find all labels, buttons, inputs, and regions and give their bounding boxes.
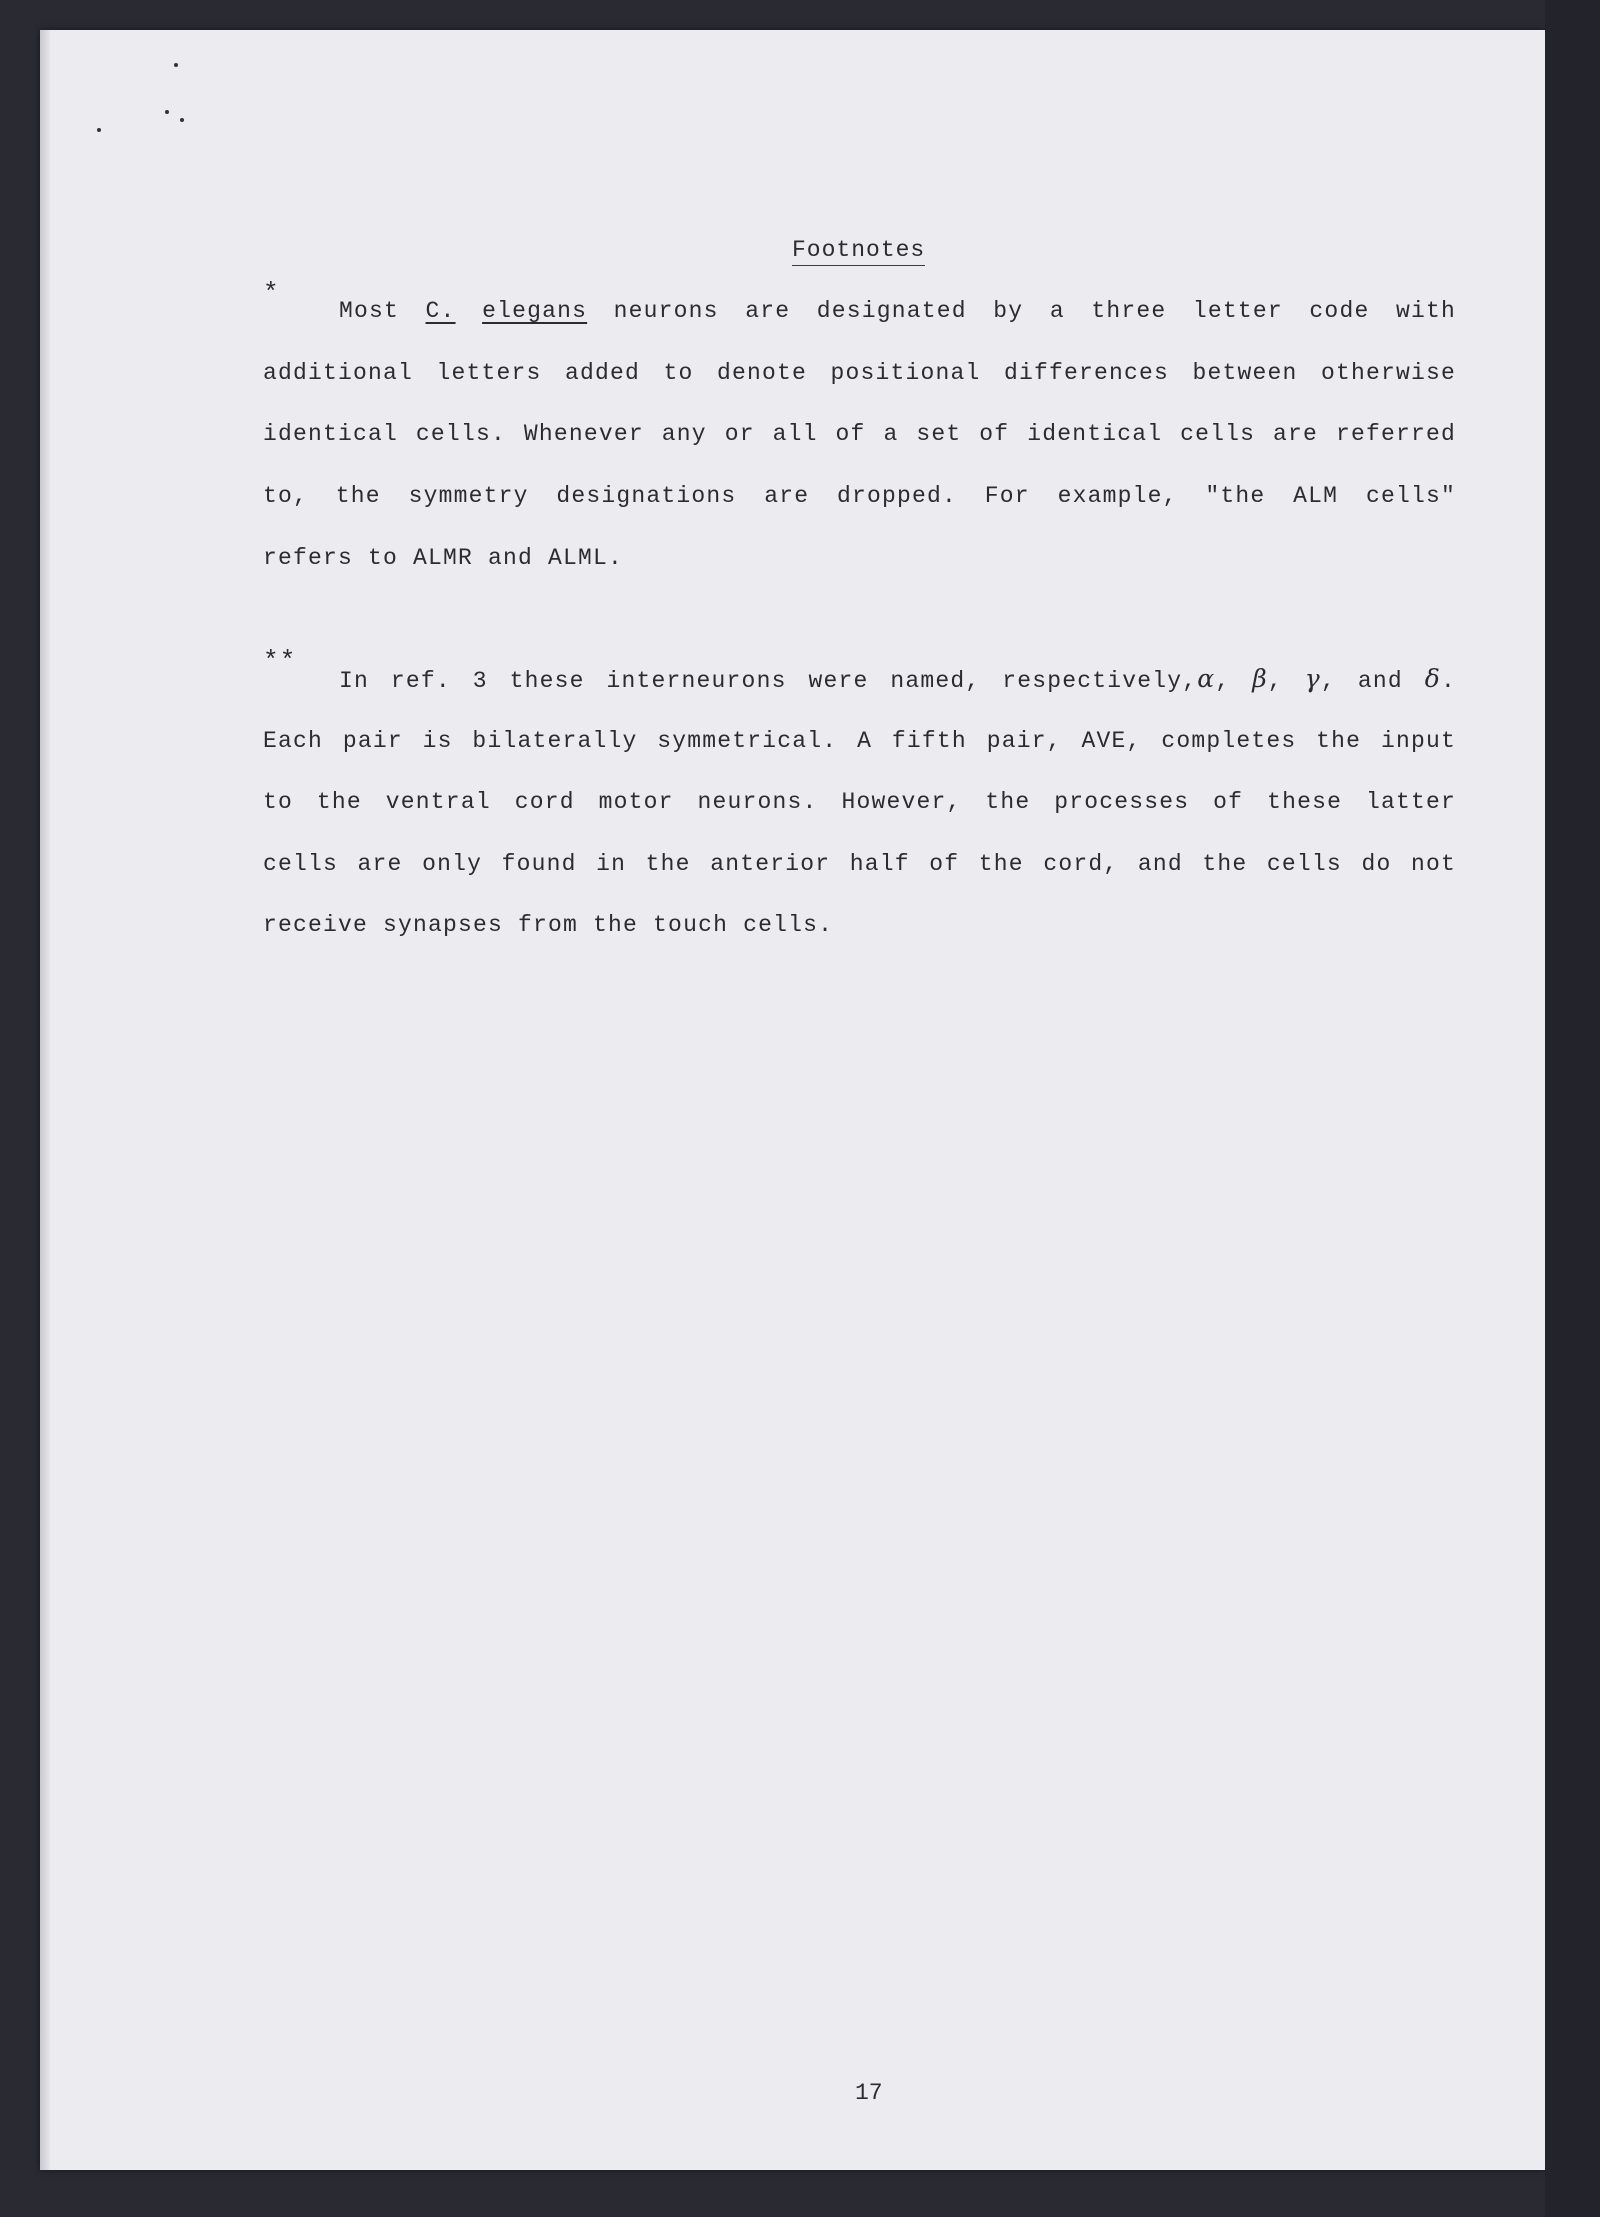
footnote-1-text: neurons are designated by a three letter code with	[587, 298, 1456, 324]
footnote-2-line-3: to the ventral cord motor neurons. However, the processes of these latter	[263, 789, 1456, 815]
species-name: elegans	[482, 298, 588, 324]
footnote-2-line-4: cells are only found in the anterior half of the cord, and the cells do not	[263, 851, 1456, 877]
genus-abbrev: C.	[425, 298, 456, 324]
footnote-1-text: Most	[339, 298, 426, 324]
footnote-1-line-3: identical cells. Whenever any or all of a set of identical cells are referred	[263, 421, 1456, 447]
footnote-1-marker: *	[263, 278, 280, 308]
alpha-symbol: α	[1197, 664, 1216, 693]
period: .	[1441, 668, 1457, 694]
footnote-1-line-1	[339, 294, 1456, 328]
footnote-1-line-2: additional letters added to denote positional differences between otherwise	[263, 360, 1456, 386]
footnote-2-text: In ref. 3 these interneurons were named, respectively,	[339, 668, 1198, 694]
paper-sheet	[40, 30, 1545, 2170]
space	[456, 298, 483, 324]
separator: ,	[1267, 668, 1305, 694]
footnote-2-line-5: receive synapses from the touch cells.	[263, 912, 834, 938]
footnote-2-line-1	[339, 662, 1456, 696]
footnote-1-line-4: to, the symmetry designations are dropped. For example, "the ALM cells"	[263, 483, 1456, 509]
scan-background-strip	[1545, 0, 1600, 2217]
footnote-1-line-5: refers to ALMR and ALML.	[263, 545, 624, 571]
page-number: 17	[855, 2080, 883, 2106]
footnote-2-line-2: Each pair is bilaterally symmetrical. A fifth pair, AVE, completes the input	[263, 728, 1456, 754]
ink-speck	[174, 63, 178, 67]
footnotes-heading: Footnotes	[792, 236, 925, 266]
separator: , and	[1320, 668, 1425, 694]
beta-symbol: β	[1252, 664, 1268, 693]
footnote-2-marker: **	[263, 646, 297, 676]
gamma-symbol: γ	[1304, 664, 1321, 693]
paper-edge	[40, 30, 50, 2170]
ink-speck	[180, 118, 184, 122]
delta-symbol: δ	[1424, 664, 1441, 693]
separator: ,	[1215, 668, 1253, 694]
ink-speck	[97, 128, 101, 132]
ink-speck	[165, 110, 169, 114]
